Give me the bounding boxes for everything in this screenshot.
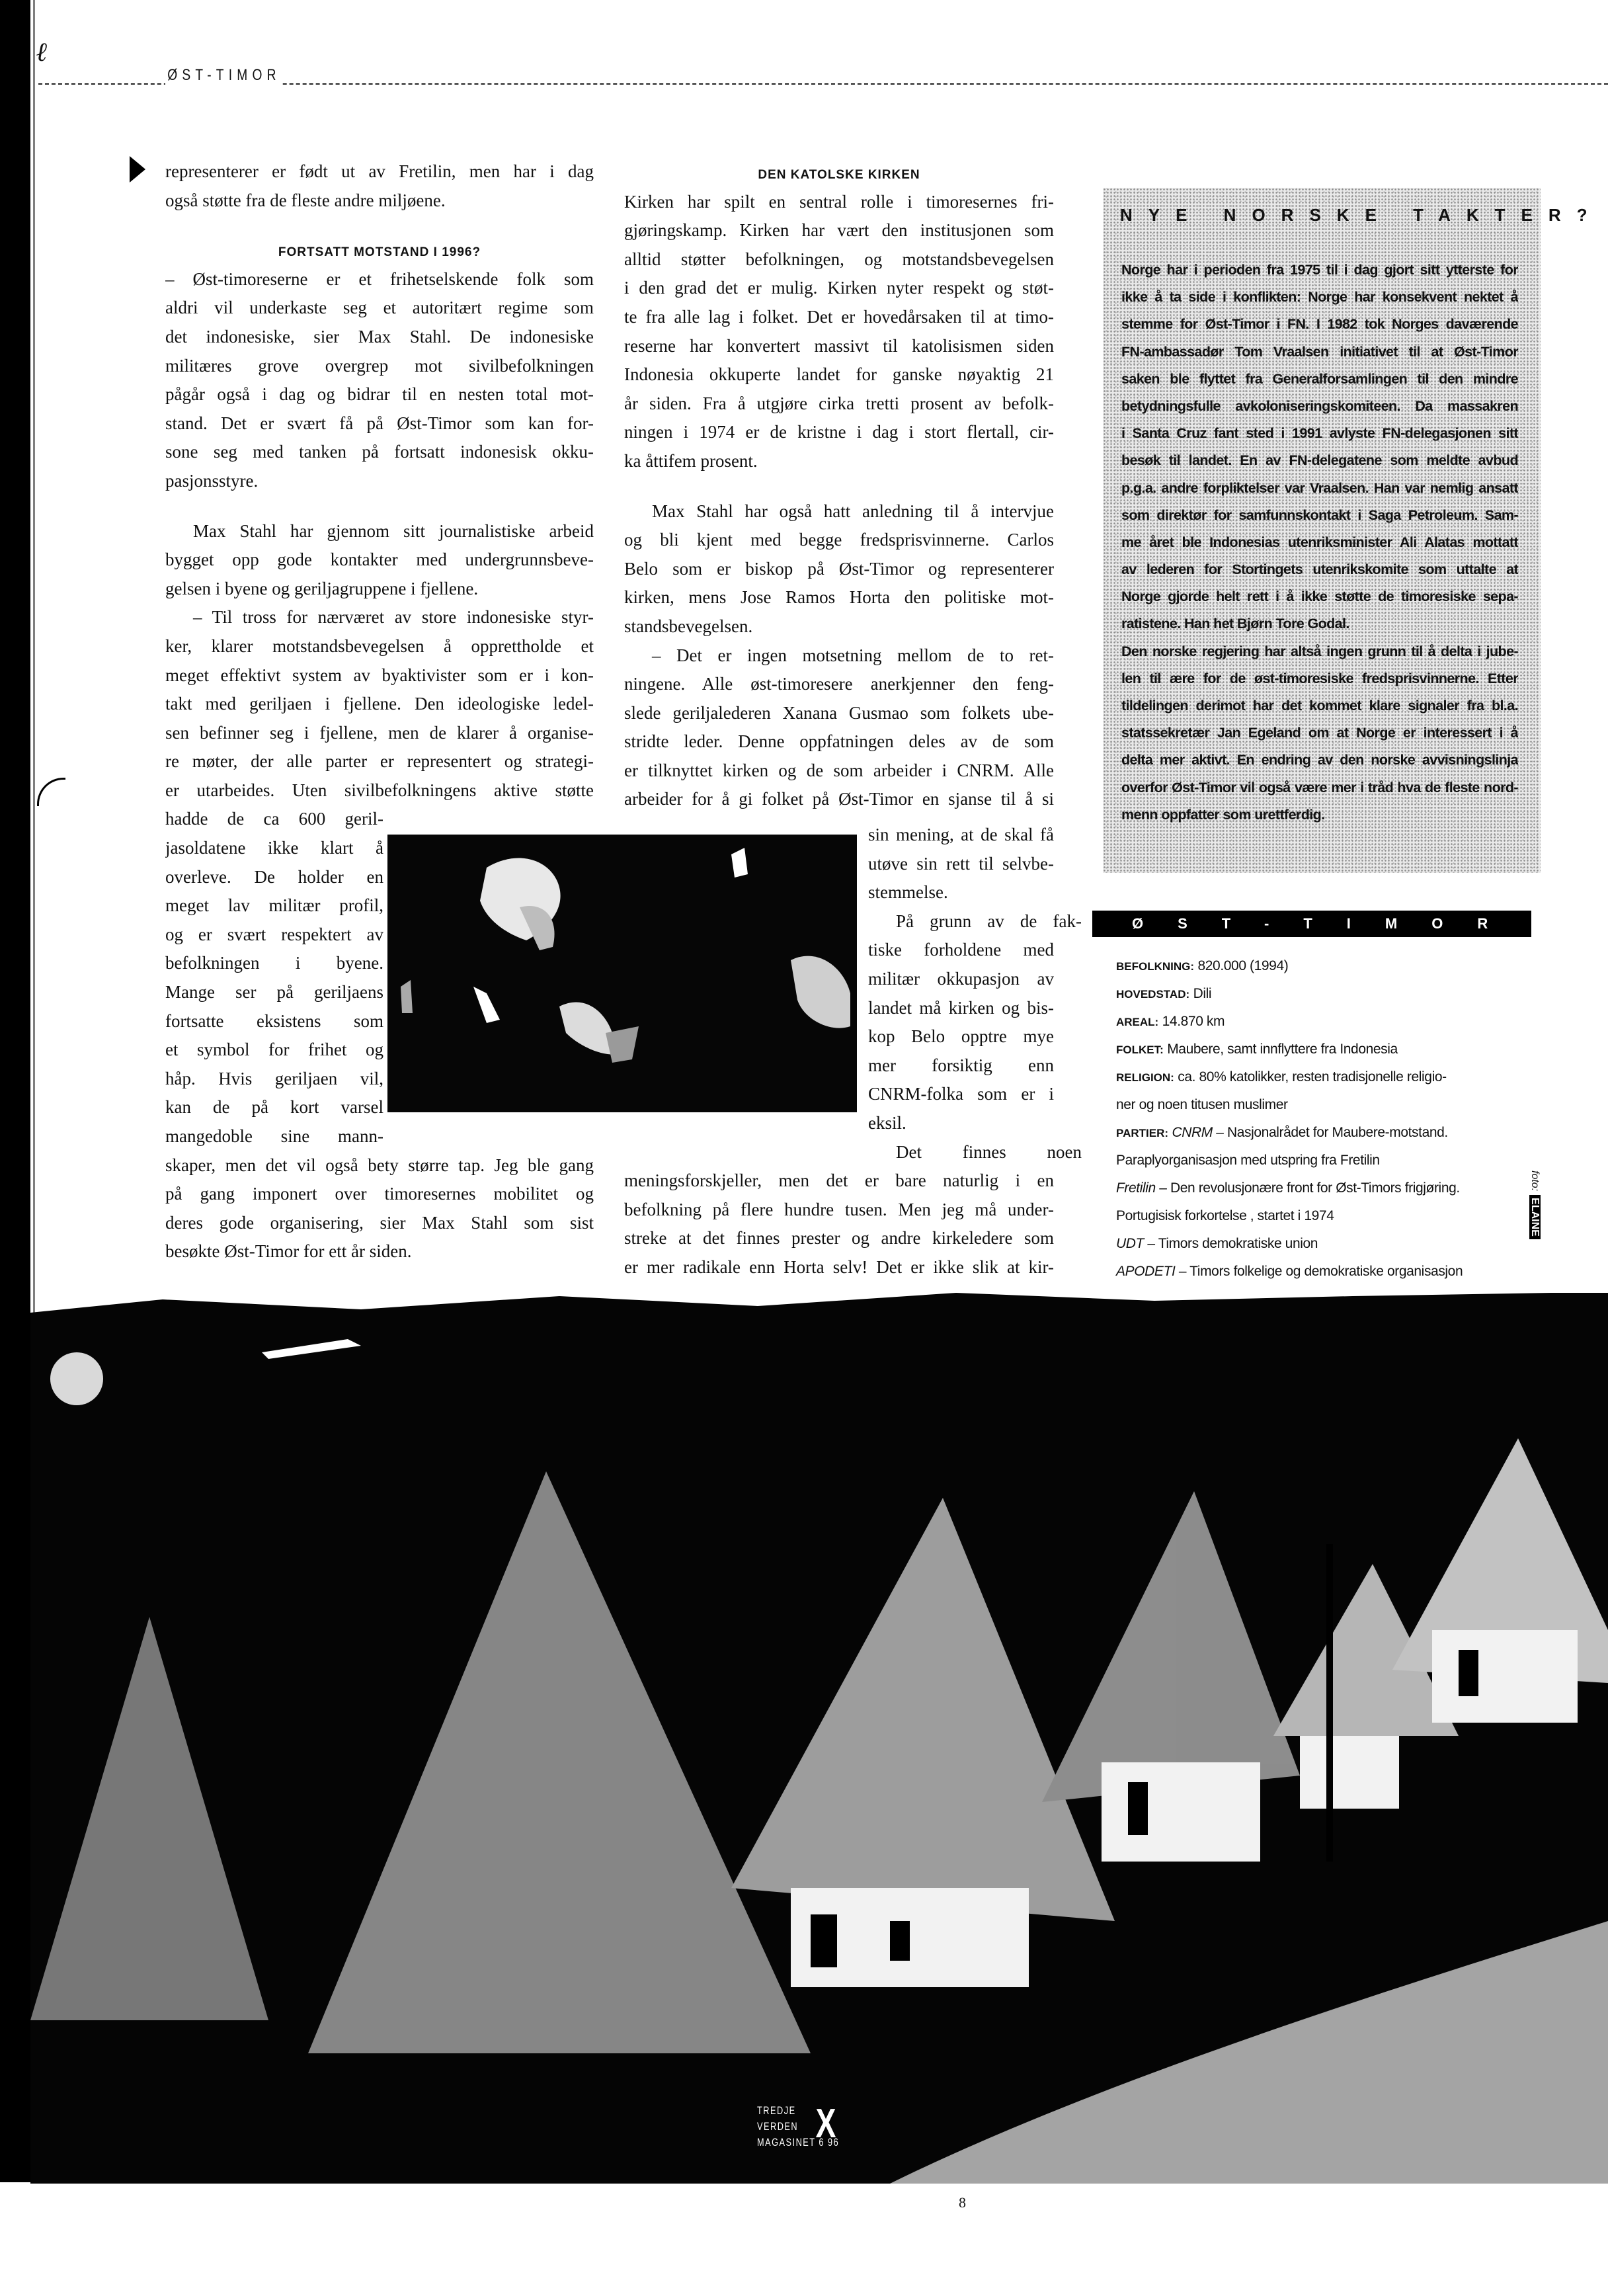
text-line: streke at det finnes prester og andre kirkeledere som <box>624 1228 1054 1249</box>
text-line: meget effektivt system av byaktivister som er i kon- <box>165 665 594 685</box>
text-line: kirken, mens Jose Ramos Horta den politiske mot- <box>624 587 1054 608</box>
intro-paragraph <box>165 157 594 215</box>
paragraph-wrap-narrow <box>165 805 594 1151</box>
party-desc: – Nasjonalrådet for Maubere-motstand. <box>1212 1125 1448 1140</box>
text-line: i den grad det er mulig. Kirken nyter respekt og støt- <box>624 278 1054 298</box>
party-abbr: CNRM <box>1172 1125 1213 1140</box>
party-desc: – Den revolusjonære front for Øst-Timors frigjøring. <box>1155 1180 1460 1196</box>
paragraph-wrap-end <box>165 1151 594 1266</box>
text-line: Norge har i perioden fra 1975 til i dag gjort sitt ytterste for <box>1121 262 1518 278</box>
paragraph-wrap-narrow <box>624 907 1082 1138</box>
fact-value: ca. 80% katolikker, resten tradisjonelle religio- <box>1178 1069 1447 1085</box>
text-line: me året ble Indonesias utenriksminister Ali Alatas mottatt <box>1121 534 1518 550</box>
text-line: meget lav militær profil, <box>165 895 383 916</box>
text-line: hadde de ca 600 geril- <box>165 809 383 829</box>
text-line: befolkning på flere hundre tusen. Men jeg må under- <box>624 1199 1054 1219</box>
text-line: det indonesiske, sier Max Stahl. De indonesiske <box>165 326 594 347</box>
text-line: Max Stahl har også hatt anledning til å intervjue <box>652 501 1054 521</box>
text-line: pasjonsstyre. <box>165 470 259 491</box>
fact-label: HOVEDSTAD: <box>1116 988 1190 1001</box>
text-line: Indonesia okkuperte landet for ganske nøyaktig 21 <box>624 364 1054 385</box>
facts-list <box>1116 952 1566 1286</box>
section-heading: DEN KATOLSKE KIRKEN <box>758 168 920 182</box>
paragraph <box>165 265 594 496</box>
text-line: aldri vil underkaste seg et autoritært regime som <box>165 298 594 318</box>
sidebar-body <box>1121 257 1518 829</box>
fact-label: FOLKET: <box>1116 1044 1164 1056</box>
paragraph <box>624 641 1054 815</box>
text-line: stridte leder. Denne oppfatningen deles av de som <box>624 731 1054 752</box>
sidebar-paragraph <box>1121 257 1518 638</box>
photo-credit-label: foto: <box>1529 1170 1541 1192</box>
text-line: et symbol for frihet og <box>165 1040 383 1060</box>
paragraph-wrap-end <box>624 1167 1054 1282</box>
paragraph-wrap-narrow <box>624 1138 1082 1167</box>
photo-credit-name: ELAINE <box>1529 1195 1541 1239</box>
text-line: ratistene. Han het Bjørn Tore Godal. <box>1121 616 1349 632</box>
text-line: te fra alle lag i folket. Det er hovedårsaken til at timo- <box>624 306 1054 327</box>
running-head-title: ØST-TIMOR <box>165 66 283 85</box>
text-line: kan de på kort varsel <box>165 1097 383 1118</box>
fact-population <box>1116 952 1566 980</box>
text-line: sin mening, at de skal få <box>868 825 1054 845</box>
text-line: militær okkupasjon av <box>868 969 1054 989</box>
text-line: meningsforskjeller, men det er bare naturlig i en <box>624 1170 1054 1191</box>
text-line: re møter, der alle parter er representert og strategi- <box>165 751 594 772</box>
text-line: pågår også i dag og bidrar til en nesten total mot- <box>165 384 594 405</box>
text-line: Norge gjorde helt rett i å ikke støtte de timoresiske sepa- <box>1121 589 1518 605</box>
paragraph <box>624 497 1054 641</box>
text-line: og bli kjent med begge fredsprisvinnerne. Carlos <box>624 530 1054 550</box>
text-line: CNRM-folka som er i <box>868 1084 1054 1104</box>
paragraph <box>165 517 594 604</box>
fact-value: Dili <box>1193 986 1212 1001</box>
text-line: landet må kirken og bis- <box>868 997 1054 1018</box>
text-line: ker, klarer motstandsbevegelsen å opprettholde et <box>165 636 594 656</box>
text-line: stemmelse. <box>868 882 948 903</box>
party-udt <box>1116 1230 1566 1258</box>
text-line: mer forsiktig enn <box>868 1055 1054 1075</box>
paragraph-wrap-narrow <box>624 821 1054 907</box>
sidebar-paragraph <box>1121 638 1518 829</box>
text-line: Den norske regjering har altså ingen grunn til å delta i jube- <box>1121 643 1518 659</box>
text-line: – Øst-timoreserne er et frihetselskende folk som <box>165 268 594 289</box>
text-line: også støtte fra de fleste andre miljøene. <box>165 190 446 210</box>
text-line: overleve. De holder en <box>165 866 383 887</box>
text-line: gjøringskamp. Kirken har vært den institusjonen som <box>624 220 1054 241</box>
text-line: utøve sin rett til selvbe- <box>868 853 1054 874</box>
text-line: alltid støtter befolkningen, og motstandsbevegelsen <box>624 249 1054 269</box>
party-fretilin <box>1116 1174 1566 1202</box>
fact-capital <box>1116 980 1566 1008</box>
text-line: FN-ambassadør Tom Vraalsen initiativet til at Øst-Timor <box>1121 343 1518 360</box>
paragraph <box>165 603 594 805</box>
text-line: overfor Øst-Timor vil også være mer i tråd hva de fleste nord- <box>1121 779 1518 796</box>
text-line: sone seg med tanken på fortsatt indonesisk okku- <box>165 442 594 462</box>
article-column-1 <box>165 157 594 1266</box>
fact-value: Maubere, samt innflyttere fra Indonesia <box>1167 1042 1398 1057</box>
fact-religion <box>1116 1063 1566 1091</box>
text-line: tiske forholdene med <box>868 940 1054 960</box>
text-line: besøkte Øst-Timor for ett år siden. <box>165 1241 412 1262</box>
text-line: besøk til landet. En av FN-delegatene som meldte avbud <box>1121 452 1518 469</box>
text-line: er utarbeides. Uten sivilbefolkningens aktive støtte <box>165 780 594 800</box>
facts-box-title: ØST-TIMOR <box>1092 911 1531 937</box>
text-line: statssekretær Jan Egeland om at Norge er interessert i å <box>1121 725 1518 741</box>
text-line: ningene. Alle øst-timoresere anerkjenner den feng- <box>624 674 1054 694</box>
text-line: befolkningen i byene. <box>165 953 383 973</box>
fact-label: AREAL: <box>1116 1016 1159 1028</box>
scan-binding-edge <box>0 0 30 2182</box>
text-line: Mange ser på geriljaens <box>165 982 383 1003</box>
fact-religion-cont: ner og noen titusen muslimer <box>1116 1097 1288 1112</box>
text-line: ka åttifem prosent. <box>624 450 758 471</box>
party-abbr: UDT <box>1116 1236 1144 1251</box>
masthead-line: TREDJE <box>757 2104 796 2117</box>
text-line: av lederen for Stortingets utenrikskomite som uttalte at <box>1121 561 1518 578</box>
text-line: er tilknyttet kirken og de som arbeider i CNRM. Alle <box>624 760 1054 780</box>
text-line: som direktør for samfunnskontakt i Saga Petroleum. Sam- <box>1121 507 1518 523</box>
village-photo-thatched-huts <box>30 1293 1608 2184</box>
text-line: p.g.a. andre forpliktelser var Vraalsen. Han var nemlig ansatt <box>1121 479 1518 496</box>
paragraph <box>624 188 1054 476</box>
text-line: – Det er ingen motsetning mellom de to ret- <box>652 645 1054 665</box>
party-desc: – Timors folkelige og demokratiske organisasjon <box>1175 1264 1463 1279</box>
party-desc: – Timors demokratiske union <box>1143 1236 1318 1251</box>
text-line: arbeider for å gi folket på Øst-Timor en sjanse til å si <box>624 789 1054 809</box>
text-line: skaper, men det vil også bety større tap. Jeg ble gang <box>165 1155 594 1175</box>
corner-mark: ℓ <box>36 37 48 67</box>
text-line: – Til tross for nærværet av store indonesiske styr- <box>193 607 594 628</box>
text-line: menn oppfatter som urettferdig. <box>1121 806 1325 823</box>
text-line: bygget opp gode kontakter med undergrunnsbeve- <box>165 550 594 570</box>
page-mark: 8 <box>959 2194 966 2211</box>
article-column-2 <box>624 159 1082 1282</box>
fact-label: BEFOLKNING: <box>1116 960 1195 973</box>
text-line: Kirken har spilt en sentral rolle i timoresernes fri- <box>624 191 1054 212</box>
text-line: ningen i 1974 er de kristne i dag i stort flertall, cir- <box>624 422 1054 442</box>
masthead-issue: MAGASINET 6 96 <box>757 2136 840 2149</box>
text-line: kop Belo opptre mye <box>868 1026 1054 1047</box>
text-line: representerer er født ut av Fretilin, men har i dag <box>165 161 594 181</box>
text-line: eksil. <box>868 1113 906 1133</box>
masthead-line: VERDEN <box>757 2120 799 2133</box>
text-line: håp. Hvis geriljaen vil, <box>165 1068 383 1088</box>
text-line: er mer radikale enn Horta selv! Det er ikke slik at kir- <box>624 1256 1054 1277</box>
text-line: reserne har konvertert massivt til katolisismen siden <box>624 335 1054 356</box>
text-line: len til ære for de øst-timoresiske fredsprisvinnerne. Etter <box>1121 670 1518 686</box>
text-line: ikke å ta side i konflikten: Norge har konsekvent nektet å <box>1121 289 1518 306</box>
sidebar-box-nye-norske-takter <box>1103 188 1603 873</box>
fact-label: PARTIER: <box>1116 1127 1169 1139</box>
fact-label: RELIGION: <box>1116 1071 1174 1084</box>
magazine-masthead <box>757 2103 839 2151</box>
masthead-logo-x: X <box>815 2101 836 2147</box>
text-line: Det finnes noen <box>896 1141 1082 1162</box>
fact-people <box>1116 1036 1566 1063</box>
fact-value: 14.870 km <box>1162 1014 1225 1029</box>
text-line: betydningsfulle avkoloniseringskomiteen. Da massakren <box>1121 397 1518 414</box>
text-line: mangedoble sine mann- <box>165 1126 383 1146</box>
party-desc-cont: Paraplyorganisasjon med utspring fra Fretilin <box>1116 1153 1380 1168</box>
text-line: Max Stahl har gjennom sitt journalistiske arbeid <box>193 520 594 541</box>
party-abbr: APODETI <box>1116 1264 1176 1279</box>
party-abbr: Fretilin <box>1116 1180 1156 1196</box>
text-line: fortsatte eksistens som <box>165 1010 383 1031</box>
text-line: deres gode organisering, sier Max Stahl som sist <box>165 1212 594 1233</box>
text-line: stand. Det er svært få på Øst-Timor som kan for- <box>165 413 594 433</box>
text-line: slede geriljalederen Xanana Gusmao som folkets ube- <box>624 702 1054 723</box>
text-line: saken ble flyttet fra Generalforsamlingen til den mindre <box>1121 370 1518 387</box>
text-line: militæres grove overgrep mot sivilbefolkningen <box>165 355 594 376</box>
party-desc-cont: Portugisisk forkortelse , startet i 1974 <box>1116 1208 1334 1223</box>
text-line: tildelingen derimot har det kommet klare signaler fra bl.a. <box>1121 698 1518 714</box>
fact-parties <box>1116 1119 1566 1147</box>
text-line: stemme for Øst-Timor i FN. I 1982 tok Norges daværende <box>1121 316 1518 333</box>
text-line: sen befinner seg i fjellene, men de klarer å organise- <box>165 722 594 743</box>
text-line: På grunn av de fak- <box>896 911 1082 931</box>
fact-area <box>1116 1008 1566 1036</box>
text-line: Belo som er biskop på Øst-Timor og representerer <box>624 558 1054 579</box>
section-heading: FORTSATT MOTSTAND I 1996? <box>278 245 481 260</box>
sidebar-title: NYE NORSKE TAKTER? <box>1120 205 1603 225</box>
text-line: delta mer aktivt. En endring av den norske avvisningslinja <box>1121 752 1518 768</box>
party-apodeti <box>1116 1258 1566 1286</box>
text-line: standsbevegelsen. <box>624 616 753 636</box>
text-line: i Santa Cruz fant sted i 1991 avlyste FN-delegasjonen sitt <box>1121 425 1518 442</box>
text-line: og er svært respektert av <box>165 924 383 944</box>
text-line: takt med geriljaen i fjellene. Den ideologiske ledel- <box>165 694 594 714</box>
text-line: gelsen i byene og geriljagruppene i fjellene. <box>165 578 479 598</box>
text-line: på gang imponert over timoresernes mobilitet og <box>165 1184 594 1204</box>
scan-margin-mark <box>37 778 65 806</box>
text-line: år siden. Fra å utgjøre cirka tretti prosent av befolk- <box>624 393 1054 413</box>
text-line: jasoldatene ikke klart å <box>165 838 383 858</box>
fact-value: 820.000 (1994) <box>1197 958 1289 973</box>
continuation-arrow-icon <box>130 156 145 183</box>
